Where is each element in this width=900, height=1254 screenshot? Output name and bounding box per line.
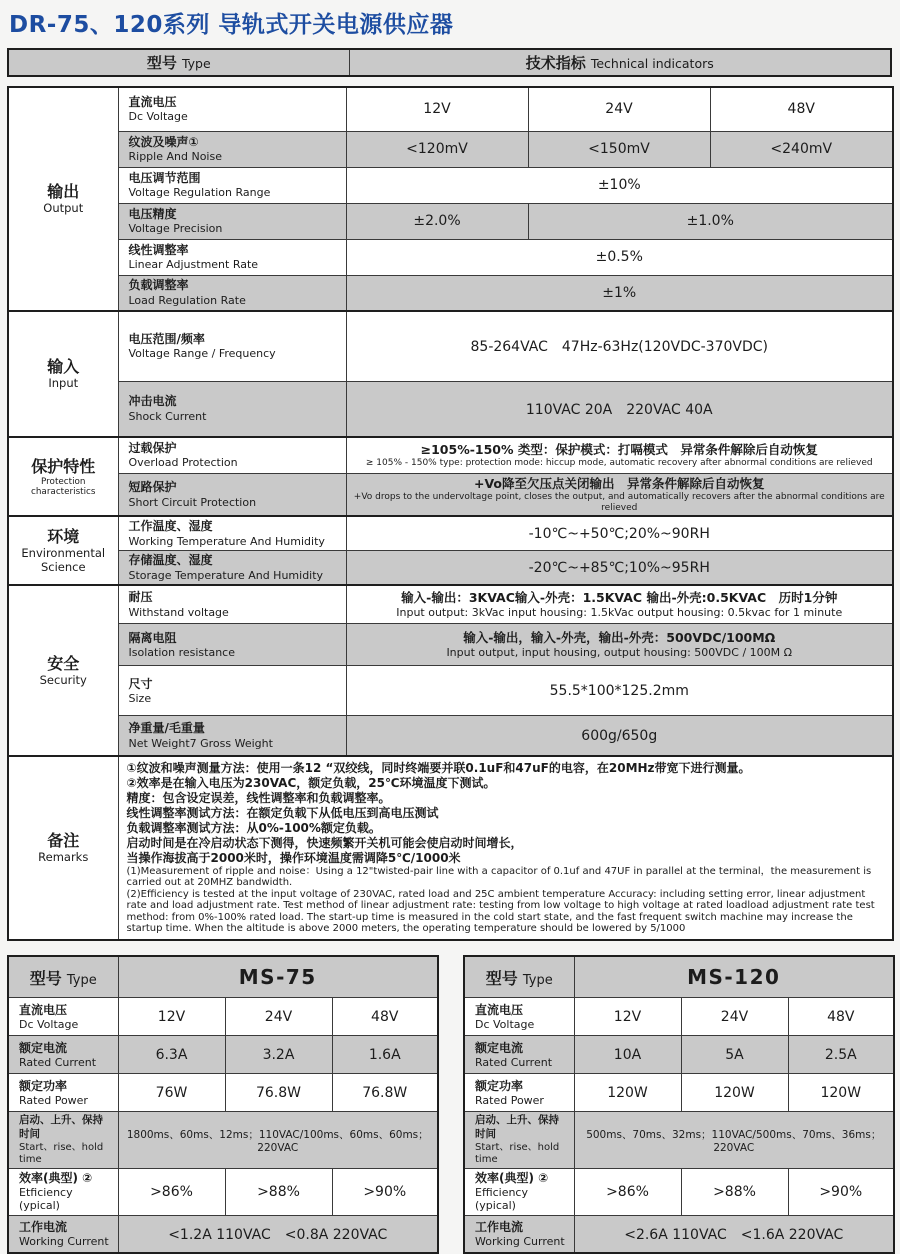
param-en: Rated Current [475,1056,553,1070]
value-cell: 120W [574,1074,681,1112]
value-cell [346,473,893,516]
value-cell: 12V [118,998,225,1036]
ms120-header-row [464,956,894,998]
param-en: Dc Voltage [128,110,188,124]
value-cell: 48V [788,998,894,1036]
value-line-en: Input output, input housing, output housing: 500VDC / 100M Ω [446,646,793,660]
section-protection-zh: 保护特性 [31,456,96,476]
param-label-cell [118,167,346,203]
row-voltage-regulation-range [8,167,893,203]
value-line-en: Input output: 3kVac input housing: 1.5kVac output housing: 0.5kvac for 1 minute [396,606,843,620]
value-cell: 12V [574,998,681,1036]
value-cell: >88% [681,1168,788,1215]
param-en: Efficiency (ypical) [475,1186,528,1213]
value-cell: 120W [788,1074,894,1112]
param-label-cell [8,1074,118,1112]
section-output-zh: 输出 [47,182,80,202]
model-table-ms120 [463,955,895,1254]
section-output-en: Output [43,201,84,216]
row-isolation-resistance [8,624,893,666]
param-zh: 电压精度 [128,206,177,221]
param-label-cell [464,1112,574,1168]
row-ripple-noise [8,131,893,167]
ms75-row-rated-current [8,1036,438,1074]
param-zh: 效率(典型) ② [475,1170,549,1185]
param-zh: 工作温度、湿度 [128,519,213,534]
section-input-en: Input [48,376,79,391]
remark-line: ②效率是在输入电压为230VAC，额定负载，25℃环境温度下测试。 [126,775,496,790]
remarks-content [118,756,893,940]
value-cell: 110VAC 20A 220VAC 40A [346,381,893,437]
section-environment-label [8,516,118,585]
ms120-model-name: MS-120 [574,956,894,998]
remark-line: 精度：包含设定误差，线性调整率和负载调整率。 [126,790,391,805]
value-cell: 2.5A [788,1036,894,1074]
value-cell: -10℃~+50℃;20%~90RH [346,516,893,550]
param-label-cell [118,716,346,756]
ms75-row-start-rise-hold [8,1112,438,1168]
param-en: Overload Protection [128,456,238,470]
ms120-row-efficiency [464,1168,894,1215]
param-label-cell [118,311,346,381]
remark-line: (1)Measurement of ripple and noise：Using a 12"twisted-pair line with a capacitor of 0.1uf and 47UF in parallel at the terminal，the measurement is carried out at 20MHZ bandwidth. [126,865,872,889]
header-indicators-cell [349,49,891,76]
value-cell: ±2.0% [346,203,528,239]
value-cell: 600g/650g [346,716,893,756]
value-cell: 76.8W [332,1074,438,1112]
param-label-cell [118,551,346,585]
row-size [8,666,893,716]
section-remarks-label [8,756,118,940]
param-label-cell [464,998,574,1036]
value-cell: <240mV [710,131,893,167]
value-cell: 6.3A [118,1036,225,1074]
param-en: Shock Current [128,409,207,423]
value-cell: <150mV [528,131,710,167]
ms75-type-zh: 型号 [29,968,62,988]
param-label-cell [8,1112,118,1168]
section-security-label [8,585,118,756]
param-zh: 直流电压 [475,1002,524,1017]
ms75-row-rated-power [8,1074,438,1112]
param-en: Rated Power [19,1094,88,1108]
section-environment-zh: 环境 [47,527,80,547]
param-label-cell [464,1074,574,1112]
value-cell: 1.6A [332,1036,438,1074]
param-label-cell [118,87,346,131]
header-tech-zh: 技术指标 [525,54,586,72]
row-working-temperature [8,516,893,550]
value-cell: 500ms、70ms、32ms；110VAC/500ms、70ms、36ms；220VAC [574,1112,894,1168]
value-cell: 48V [332,998,438,1036]
param-en: Dc Voltage [475,1018,535,1032]
section-protection-label [8,437,118,516]
param-label-cell [118,666,346,716]
param-en: Voltage Precision [128,222,223,236]
param-zh: 效率(典型) ② [19,1170,93,1185]
value-cell: 48V [710,87,893,131]
param-zh: 额定功率 [19,1078,68,1093]
section-input-zh: 输入 [47,357,80,377]
param-en: Net Weight7 Gross Weight [128,736,273,750]
param-en: Ripple And Noise [128,150,222,164]
value-line-en: +Vo drops to the undervoltage point, closes the output, and automatically recovers after the abnormal conditions are relieved [353,491,885,513]
model-tables [7,955,893,1254]
param-en: Storage Temperature And Humidity [128,568,324,582]
param-en: Start、rise、hold time [19,1141,104,1165]
param-label-cell [118,437,346,473]
ms120-type-en: Type [522,972,553,988]
param-en: Linear Adjustment Rate [128,258,259,272]
ms120-row-working-current [464,1215,894,1253]
value-cell: 85-264VAC 47Hz-63Hz(120VDC-370VDC) [346,311,893,381]
section-input-label [8,311,118,437]
section-output-label [8,87,118,311]
ms75-type-en: Type [66,972,97,988]
row-voltage-range-frequency [8,311,893,381]
value-line-zh: ≥105%-150% 类型：保护模式：打嗝模式 异常条件解除后自动恢复 [420,441,818,457]
param-en: Working Current [19,1235,109,1249]
ms120-row-dc-voltage [464,998,894,1036]
param-zh: 隔离电阻 [128,630,177,645]
param-en: Working Temperature And Humidity [128,534,325,548]
param-zh: 直流电压 [128,94,177,109]
param-zh: 直流电压 [19,1002,68,1017]
page-title: DR-75、120系列 导轨式开关电源供应器 [9,12,454,38]
value-cell: 76.8W [225,1074,332,1112]
param-label-cell [464,1036,574,1074]
param-zh: 尺寸 [128,676,153,691]
value-cell: >86% [574,1168,681,1215]
value-cell: 3.2A [225,1036,332,1074]
value-cell [346,585,893,624]
value-cell: 24V [681,998,788,1036]
header-type-cell [8,49,349,76]
value-line-en: ≥ 105% - 150% type: protection mode: hiccup mode, automatic recovery after abnormal conditions are relieved [365,457,873,468]
value-cell: 5A [681,1036,788,1074]
param-zh: 短路保护 [128,480,177,495]
section-environment-en: Environmental Science [21,546,106,574]
value-cell [346,437,893,473]
param-zh: 额定电流 [475,1040,524,1055]
param-en: Start、rise、hold time [475,1141,560,1165]
row-load-regulation-rate [8,275,893,311]
ms75-row-working-current [8,1215,438,1253]
remark-line: ①纹波和噪声测量方法：使用一条12 “双绞线，同时终端要并联0.1uF和47uF的电容，在20MHz带宽下进行测量。 [126,760,751,775]
param-en: Etficiency (ypical) [19,1186,73,1213]
ms75-row-dc-voltage [8,998,438,1036]
param-zh: 冲击电流 [128,394,177,409]
param-label-cell [8,998,118,1036]
value-cell: 10A [574,1036,681,1074]
row-short-circuit-protection [8,473,893,516]
param-zh: 线性调整率 [128,242,189,257]
value-cell: ±0.5% [346,239,893,275]
spec-table [7,86,894,941]
param-en: Voltage Range / Frequency [128,347,276,361]
value-cell: 120W [681,1074,788,1112]
row-withstand-voltage [8,585,893,624]
ms75-type-cell [8,956,118,998]
row-voltage-precision [8,203,893,239]
param-label-cell [118,203,346,239]
value-cell: >90% [332,1168,438,1215]
remark-line: (2)Efficiency is tested at the input voltage of 230VAC, rated load and 25C ambient temperature Accuracy: including setting error, linear adjustment rate and load adjustment rate. Test method of linear adjustment rate: testing from low voltage to high voltage at rated loadload adjustment rate test method: from 0%-100% rated load. The start-up time is measured in the cold start state, and the fast frequent switch machine may increase the startup time. When the altitude is above 2000 meters, the operating temperature should be lowered by 5/1000 [126,888,875,935]
value-cell: ±10% [346,167,893,203]
param-zh: 电压调节范围 [128,170,201,185]
remark-line: 当操作海拔高于2000米时，操作环境温度需调降5℃/1000米 [126,850,461,865]
param-en: Load Regulation Rate [128,293,246,307]
param-label-cell [118,381,346,437]
param-label-cell [8,1168,118,1215]
param-en: Short Circuit Protection [128,495,257,509]
remark-line: 线性调整率测试方法：在额定负载下从低电压到高电压测试 [126,805,439,820]
param-zh: 过载保护 [128,440,177,455]
value-cell: -20℃~+85℃;10%~95RH [346,551,893,585]
value-cell [346,624,893,666]
section-security-zh: 安全 [47,653,80,673]
param-label-cell [464,1215,574,1253]
value-cell: >90% [788,1168,894,1215]
ms75-model-name: MS-75 [118,956,438,998]
value-cell: ±1% [346,275,893,311]
param-zh: 工作电流 [19,1219,68,1234]
value-cell: ±1.0% [528,203,893,239]
model-table-ms75 [7,955,439,1254]
param-en: Rated Current [19,1056,97,1070]
row-linear-adjustment-rate [8,239,893,275]
param-zh: 启动、上升、保持时间 [475,1114,559,1141]
value-cell: <2.6A 110VAC <1.6A 220VAC [574,1215,894,1253]
value-cell: <1.2A 110VAC <0.8A 220VAC [118,1215,438,1253]
param-zh: 耐压 [128,590,153,605]
param-label-cell [118,516,346,550]
header-table [7,48,892,77]
ms75-header-row [8,956,438,998]
ms120-row-rated-power [464,1074,894,1112]
row-net-weight [8,716,893,756]
param-zh: 工作电流 [475,1219,524,1234]
value-line-zh: 输入-输出：3KVAC输入-外壳：1.5KVAC 输出-外壳:0.5KVAC 历时1分钟 [401,589,838,605]
section-security-en: Security [39,672,87,687]
header-type-en: Type [181,56,211,71]
header-tech-en: Technical indicators [590,56,714,71]
value-line-zh: +Vo降至欠压点关闭输出 异常条件解除后自动恢复 [473,475,765,491]
param-zh: 净重量/毛重量 [128,721,205,736]
row-storage-temperature [8,551,893,585]
value-cell: 55.5*100*125.2mm [346,666,893,716]
row-overload-protection [8,437,893,473]
param-zh: 电压范围/频率 [128,331,205,346]
param-zh: 启动、上升、保持时间 [19,1114,103,1141]
param-label-cell [118,131,346,167]
param-label-cell [118,239,346,275]
param-zh: 存储温度、湿度 [128,553,213,568]
value-cell: >88% [225,1168,332,1215]
row-remarks [8,756,893,940]
ms120-type-zh: 型号 [485,968,518,988]
param-en: Withstand voltage [128,605,229,619]
value-cell: 24V [225,998,332,1036]
param-en: Size [128,692,152,706]
param-label-cell [8,1036,118,1074]
ms120-row-start-rise-hold [464,1112,894,1168]
param-en: Rated Power [475,1094,544,1108]
param-label-cell [8,1215,118,1253]
param-en: Isolation resistance [128,646,235,660]
value-cell: 76W [118,1074,225,1112]
param-zh: 负载调整率 [128,278,189,293]
value-cell: 12V [346,87,528,131]
row-shock-current [8,381,893,437]
section-protection-en: Protection characteristics [31,476,96,497]
param-label-cell [118,473,346,516]
header-type-zh: 型号 [146,54,177,72]
param-zh: 纹波及噪声① [128,134,199,149]
ms75-row-efficiency [8,1168,438,1215]
remark-line: 负载调整率测试方法：从0%-100%额定负载。 [126,820,381,835]
value-cell: 24V [528,87,710,131]
value-cell: >86% [118,1168,225,1215]
ms120-type-cell [464,956,574,998]
param-label-cell [464,1168,574,1215]
param-label-cell [118,585,346,624]
param-zh: 额定电流 [19,1040,68,1055]
row-dc-voltage [8,87,893,131]
section-remarks-zh: 备注 [47,831,80,851]
value-line-zh: 输入-输出，输入-外壳，输出-外壳：500VDC/100MΩ [463,630,776,646]
param-label-cell [118,624,346,666]
param-label-cell [118,275,346,311]
value-cell: <120mV [346,131,528,167]
param-en: Working Current [475,1235,565,1249]
section-remarks-en: Remarks [38,850,89,865]
param-en: Dc Voltage [19,1018,79,1032]
value-cell: 1800ms、60ms、12ms；110VAC/100ms、60ms、60ms；220VAC [118,1112,438,1168]
param-en: Voltage Regulation Range [128,186,271,200]
ms120-row-rated-current [464,1036,894,1074]
header-row [8,49,891,76]
remark-line: 启动时间是在冷启动状态下测得，快速频繁开关机可能会使启动时间增长， [126,835,523,850]
param-zh: 额定功率 [475,1078,524,1093]
